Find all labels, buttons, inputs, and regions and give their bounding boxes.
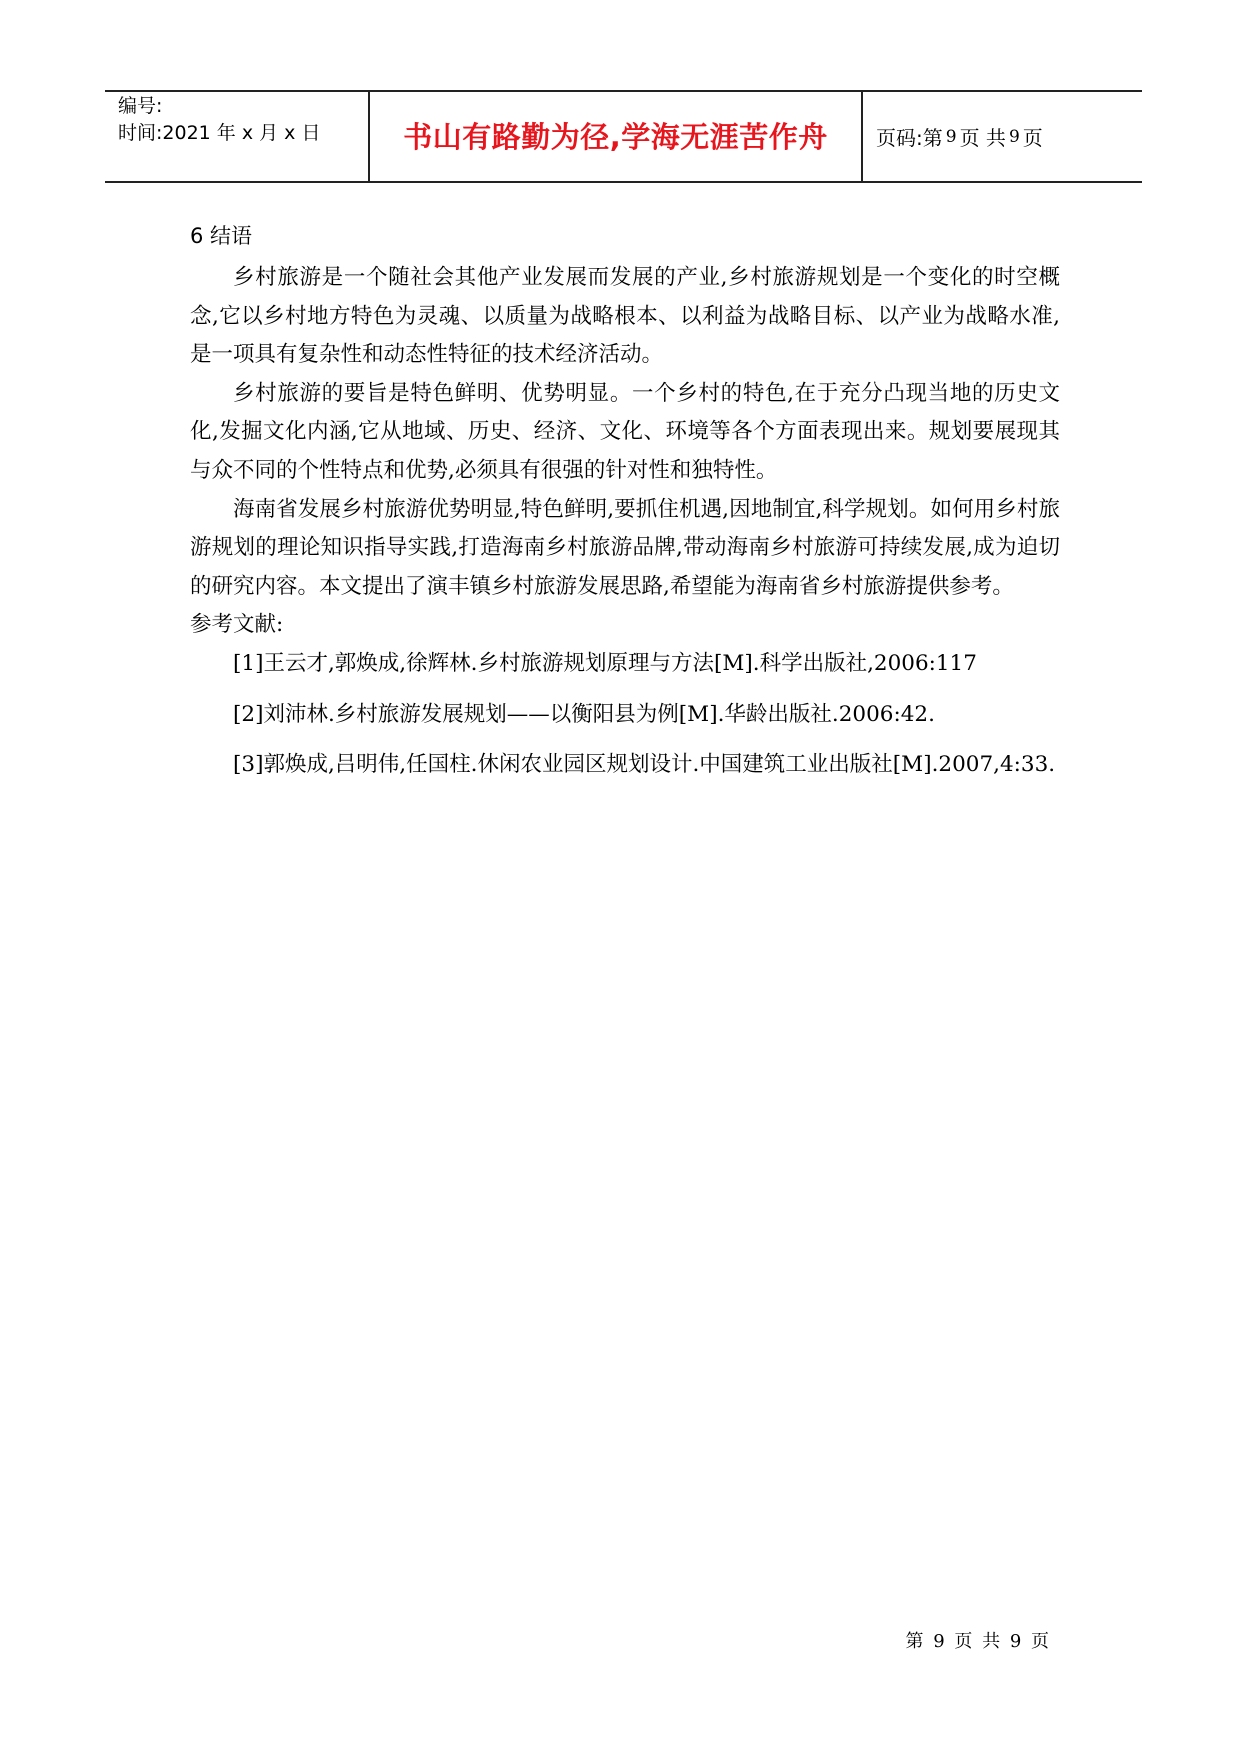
body-paragraph-3: 海南省发展乡村旅游优势明显,特色鲜明,要抓住机遇,因地制宜,科学规划。如何用乡村旅游规划的理论知识指导实践,打造海南乡村旅游品牌,带动海南乡村旅游可持续发展,成为迫切的研究内容。本文提出了演丰镇乡村旅游发展思路,希望能为海南省乡村旅游提供参考。 (190, 496, 1060, 599)
body-paragraph-1: 乡村旅游是一个随社会其他产业发展而发展的产业,乡村旅游规划是一个变化的时空概念,它以乡村地方特色为灵魂、以质量为战略根本、以利益为战略目标、以产业为战略水准,是一项具有复杂性和动态性特征的技术经济活动。 (190, 265, 1060, 368)
reference-item-1: [1]王云才,郭焕成,徐辉林.乡村旅游规划原理与方法[M].科学出版社,2006:117 (233, 650, 977, 676)
page-number-total: 9 (1008, 126, 1020, 147)
header-page-cell (863, 92, 1142, 181)
page-number-mid: 页 共 (959, 126, 1006, 150)
page-number-prefix: 页码:第 (876, 126, 943, 150)
page-number-suffix: 页 (1022, 126, 1043, 150)
reference-item-3: [3]郭焕成,吕明伟,任国柱.休闲农业园区规划设计.中国建筑工业出版社[M].2007,4:33. (233, 752, 1056, 778)
header-meta-cell (105, 92, 370, 181)
date-label: 时间:2021 年 x 月 x 日 (118, 122, 321, 144)
body-paragraph-2: 乡村旅游的要旨是特色鲜明、优势明显。一个乡村的特色,在于充分凸现当地的历史文化,发掘文化内涵,它从地域、历史、经济、文化、环境等各个方面表现出来。规划要展现其与众不同的个性特点和优势,必须具有很强的针对性和独特性。 (190, 380, 1060, 483)
references-heading: 参考文献: (190, 612, 284, 638)
document-body (190, 219, 1060, 797)
section-heading: 6 结语 (190, 224, 253, 248)
page-header (105, 90, 1142, 183)
page-number-current: 9 (945, 126, 957, 147)
motto-text: 书山有路勤为径,学海无涯苦作舟 (403, 120, 828, 154)
header-motto-cell (370, 92, 863, 181)
page-footer-number: 第 9 页 共 9 页 (905, 1631, 1051, 1652)
serial-number-label: 编号: (118, 95, 163, 117)
reference-item-2: [2]刘沛林.乡村旅游发展规划——以衡阳县为例[M].华龄出版社.2006:42. (233, 701, 935, 727)
